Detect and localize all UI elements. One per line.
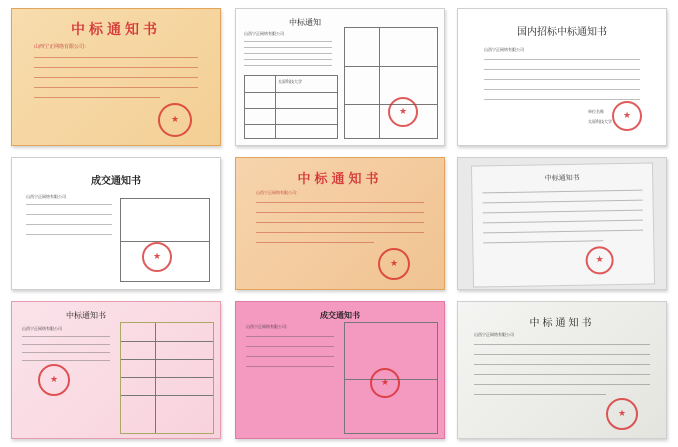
document-title: 国内招标中标通知书 <box>517 27 607 38</box>
document-text: 山西宁正网络有限公司 <box>26 194 66 199</box>
document-thumbnail-9[interactable] <box>457 301 667 439</box>
document-title: 中标通知书 <box>71 22 161 38</box>
document-text: 山西宁正网络有限公司 <box>22 326 62 331</box>
official-seal <box>585 246 613 274</box>
document-title: 中标通知书 <box>544 173 580 183</box>
document-thumbnail-4[interactable] <box>11 157 221 290</box>
document-thumbnail-7[interactable] <box>11 301 221 439</box>
document-text: 山西宁正网络有限公司 <box>244 31 284 36</box>
document-title: 中标通知书 <box>297 172 383 187</box>
official-seal <box>370 368 400 398</box>
official-seal <box>158 103 192 137</box>
document-thumbnail-8[interactable] <box>235 301 445 439</box>
official-seal <box>612 101 642 131</box>
document-title: 中标通知 <box>289 18 321 27</box>
document-text: 山西宁正网络有限公司： <box>246 324 290 329</box>
document-thumbnail-5[interactable] <box>235 157 445 290</box>
document-text: 单位名称 <box>588 109 604 114</box>
document-text: 山西宁正网络有限公司： <box>256 190 300 195</box>
document-text: 山西宁正网络有限公司 <box>474 332 514 337</box>
document-text: 山西宁正网络有限公司： <box>34 44 90 50</box>
document-text: 山西宁正网络有限公司 <box>484 47 524 52</box>
official-seal <box>606 398 638 430</box>
official-seal <box>38 364 70 396</box>
document-text: 太原科技大学 <box>588 119 612 124</box>
document-title: 成交通知书 <box>320 310 360 320</box>
document-text: 太原科技大学 <box>278 79 302 84</box>
document-thumbnail-3[interactable] <box>457 8 667 146</box>
official-seal <box>378 248 410 280</box>
document-thumbnail-2[interactable] <box>235 8 445 146</box>
document-thumbnail-6[interactable] <box>457 157 667 290</box>
document-title: 成交通知书 <box>91 176 141 187</box>
official-seal <box>142 242 172 272</box>
official-seal <box>388 97 418 127</box>
document-title: 中标通知书 <box>529 318 595 329</box>
document-title: 中标通知书 <box>66 311 106 320</box>
document-thumbnail-1[interactable] <box>11 8 221 146</box>
